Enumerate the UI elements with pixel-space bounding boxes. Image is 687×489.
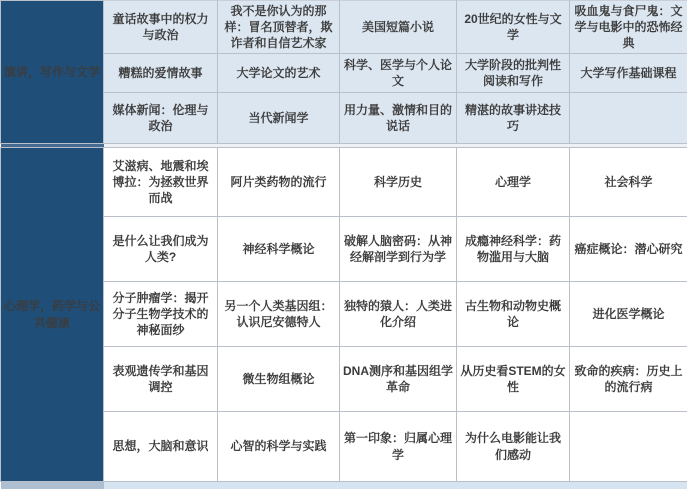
- category-cell-psych-health: 心理学，药学与公共健康: [1, 148, 104, 482]
- course-cell: 表观遗传学和基因调控: [104, 347, 218, 412]
- table-row: [1, 217, 687, 282]
- course-cell: 媒体新闻：伦理与政治: [104, 93, 218, 144]
- table-row: [1, 282, 687, 347]
- course-cell: 是什么让我们成为人类?: [104, 217, 218, 282]
- course-cell: 大学阶段的批判性阅读和写作: [457, 54, 570, 93]
- next-row-strip-sidebar: [1, 482, 104, 489]
- course-cell: 心智的科学与实践: [218, 412, 340, 482]
- course-cell: 童话故事中的权力与政治: [104, 1, 218, 54]
- course-cell: 为什么电影能让我们感动: [457, 412, 570, 482]
- course-cell: 进化医学概论: [570, 282, 687, 347]
- category-cell-writing: 演讲，写作与文学: [1, 1, 104, 144]
- course-cell: 20世纪的女性与文学: [457, 1, 570, 54]
- course-cell: 心理学: [457, 148, 570, 217]
- course-cell: [570, 93, 687, 144]
- course-cell: 社会科学: [570, 148, 687, 217]
- course-cell: 古生物和动物史概论: [457, 282, 570, 347]
- course-cell: 艾滋病、地震和埃博拉：为拯救世界而战: [104, 148, 218, 217]
- course-cell: [570, 412, 687, 482]
- course-cell: DNA测序和基因组学革命: [340, 347, 457, 412]
- table-row: [1, 93, 687, 144]
- course-cell: 另一个人类基因组：认识尼安德特人: [218, 282, 340, 347]
- course-cell: 独特的猿人：人类进化介绍: [340, 282, 457, 347]
- course-cell: 从历史看STEM的女性: [457, 347, 570, 412]
- course-cell: 科学历史: [340, 148, 457, 217]
- course-cell: 破解人脑密码：从神经解剖学到行为学: [340, 217, 457, 282]
- course-cell: 第一印象：归属心理学: [340, 412, 457, 482]
- course-cell: 当代新闻学: [218, 93, 340, 144]
- course-cell: 美国短篇小说: [340, 1, 457, 54]
- next-row-strip: [1, 482, 687, 489]
- course-cell: 大学写作基础课程: [570, 54, 687, 93]
- course-cell: 分子肿瘤学：揭开分子生物学技术的神秘面纱: [104, 282, 218, 347]
- course-cell: 思想，大脑和意识: [104, 412, 218, 482]
- course-cell: 糟糕的爱情故事: [104, 54, 218, 93]
- course-cell: 神经科学概论: [218, 217, 340, 282]
- table-row: [1, 148, 687, 217]
- course-cell: 致命的疾病：历史上的流行病: [570, 347, 687, 412]
- course-cell: 用力量、激情和目的说话: [340, 93, 457, 144]
- table-row: [1, 412, 687, 482]
- course-cell: 微生物组概论: [218, 347, 340, 412]
- course-cell: 吸血鬼与食尸鬼：文学与电影中的恐怖经典: [570, 1, 687, 54]
- course-cell: 癌症概论：潜心研究: [570, 217, 687, 282]
- course-cell: 精湛的故事讲述技巧: [457, 93, 570, 144]
- course-cell: 大学论文的艺术: [218, 54, 340, 93]
- table-row: [1, 1, 687, 54]
- next-row-strip-cells: [104, 482, 687, 489]
- course-cell: 成瘾神经科学：药物滥用与大脑: [457, 217, 570, 282]
- course-cell: 我不是你认为的那样：冒名顶替者，欺诈者和自信艺术家: [218, 1, 340, 54]
- table-row: [1, 54, 687, 93]
- table-row: [1, 347, 687, 412]
- course-cell: 科学、医学与个人论文: [340, 54, 457, 93]
- course-cell: 阿片类药物的流行: [218, 148, 340, 217]
